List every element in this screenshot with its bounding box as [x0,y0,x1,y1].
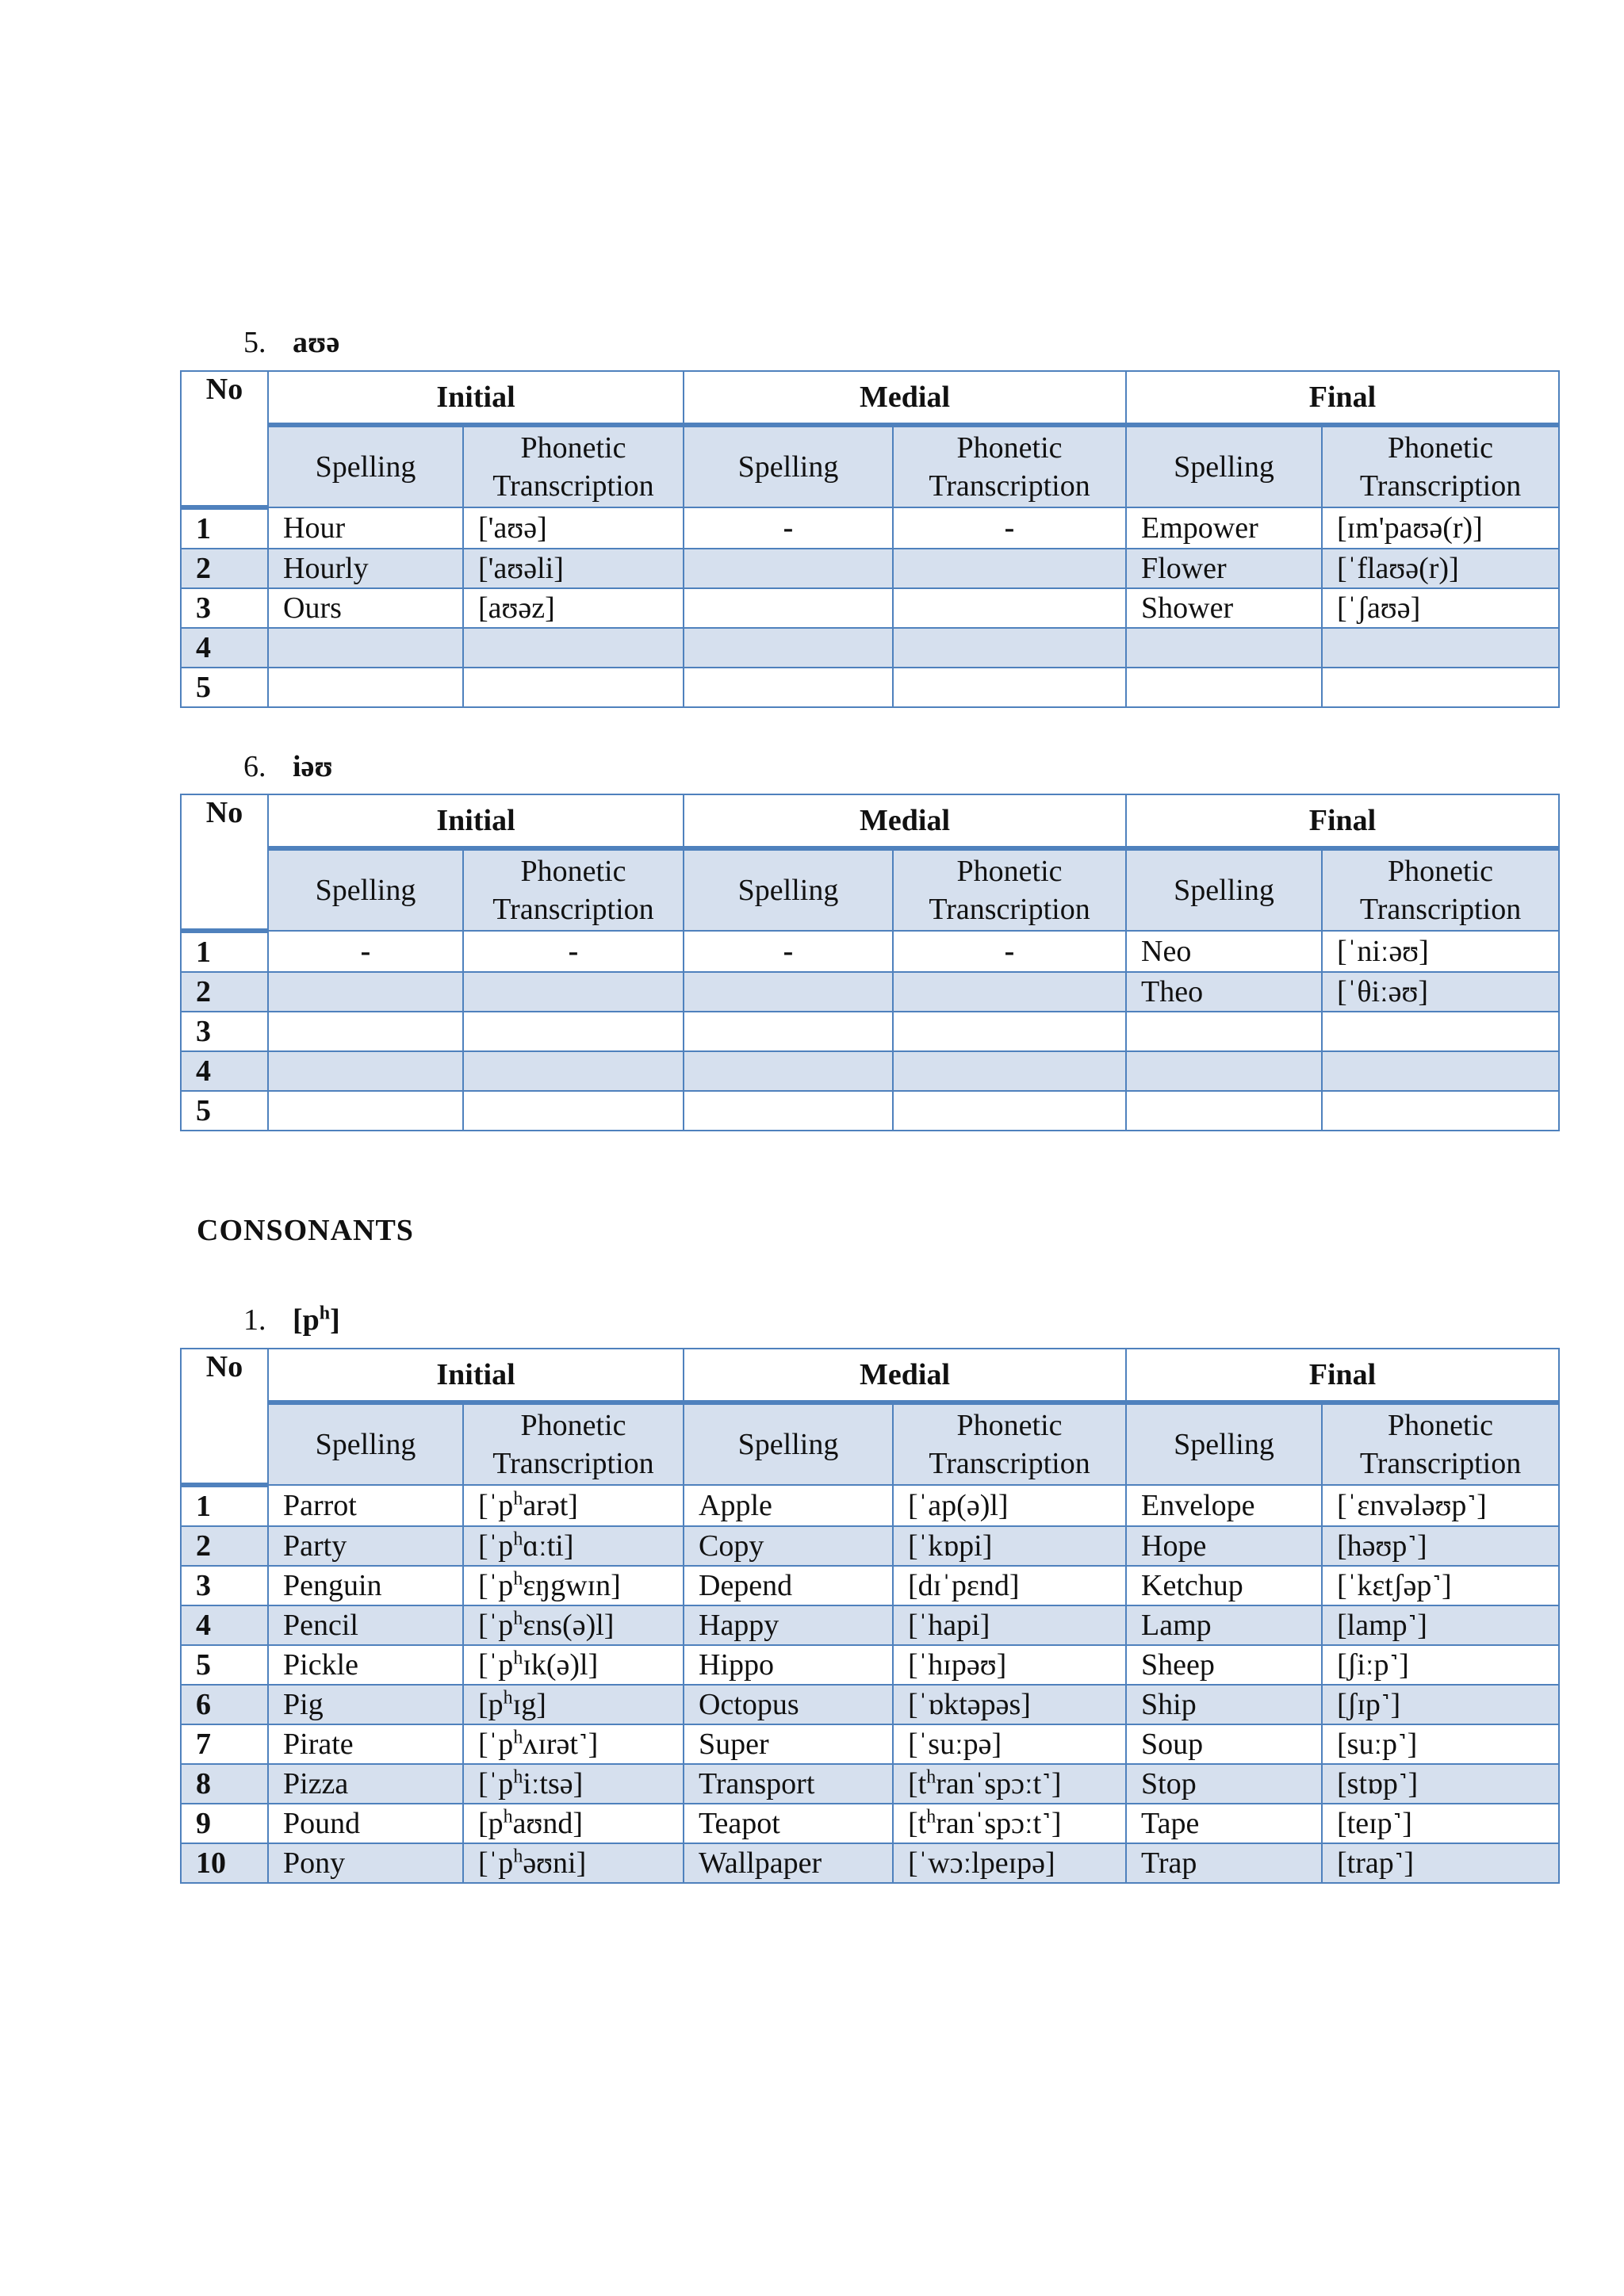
initial-phonetic-cell: $[p^hɪg]$ [463,1685,684,1724]
initial-spelling-cell: Parrot [268,1485,463,1526]
initial-spelling-cell: Ours [268,588,463,628]
final-spelling-cell [1126,668,1322,707]
spelling-header: Spelling [1126,848,1322,931]
initial-spelling-cell: Pencil [268,1605,463,1645]
initial-phonetic-cell [463,668,684,707]
final-phonetic-cell: [suːp˺] [1322,1724,1559,1764]
medial-phonetic-cell: [ˈhɪpəʊ] [893,1645,1126,1685]
medial-spelling-cell: Hippo [684,1645,893,1685]
final-header: Final [1126,1349,1559,1402]
medial-spelling-cell [684,628,893,668]
initial-spelling-cell [268,972,463,1012]
final-spelling-cell: Stop [1126,1764,1322,1804]
initial-phonetic-cell: [ˈp$^h$ɛns(ə)l] [463,1605,684,1645]
row-number: 4 [181,1605,268,1645]
initial-spelling-cell: Pickle [268,1645,463,1685]
medial-phonetic-cell [893,668,1126,707]
table-row [181,1804,1559,1843]
medial-phonetic-cell: [ˈɒktəpəs] [893,1685,1126,1724]
no-header: No [181,794,268,931]
medial-phonetic-cell [893,588,1126,628]
medial-header: Medial [684,794,1126,848]
spelling-header: Spelling [1126,425,1322,507]
medial-phonetic-cell: [ˈwɔːlpeɪpə] [893,1843,1126,1883]
medial-spelling-cell: Teapot [684,1804,893,1843]
medial-phonetic-cell: [ˈkɒpi] [893,1526,1126,1566]
final-spelling-cell [1126,1012,1322,1051]
medial-spelling-cell [684,668,893,707]
consonant-1-heading [243,1303,340,1337]
initial-spelling-cell: Pizza [268,1764,463,1804]
medial-spelling-cell: - [684,931,893,972]
final-header: Final [1126,794,1559,848]
initial-spelling-cell: Party [268,1526,463,1566]
row-number: 2 [181,549,268,588]
final-spelling-cell: Ship [1126,1685,1322,1724]
row-number: 1 [181,1485,268,1526]
row-number: 2 [181,1526,268,1566]
table-row [181,628,1559,668]
phonetic-header: Phonetic Transcription [1322,1402,1559,1485]
consonants-title: CONSONANTS [197,1214,414,1247]
medial-spelling-cell: Apple [684,1485,893,1526]
final-phonetic-cell [1322,1051,1559,1091]
row-number: 3 [181,588,268,628]
initial-spelling-cell [268,628,463,668]
initial-phonetic-cell: [ˈp$^h$ʌɪrət˺] [463,1724,684,1764]
final-phonetic-cell: [ˈθiːəʊ] [1322,972,1559,1012]
phoneme-table-iau [180,794,1560,1131]
initial-phonetic-cell: [ˈp$^h$iːtsə] [463,1764,684,1804]
initial-phonetic-cell [463,1012,684,1051]
spelling-header: Spelling [268,1402,463,1485]
initial-phonetic-cell: [ˈp$^h$ɛŋgwɪn] [463,1566,684,1605]
initial-phonetic-cell: [aʊəz] [463,588,684,628]
final-spelling-cell: Shower [1126,588,1322,628]
row-number: 8 [181,1764,268,1804]
section-symbol: $[p^h]$ [293,1303,340,1337]
medial-phonetic-cell [893,1091,1126,1131]
final-spelling-cell [1126,1051,1322,1091]
medial-spelling-cell [684,588,893,628]
initial-spelling-cell: Hourly [268,549,463,588]
spelling-header: Spelling [268,848,463,931]
table-row [181,1724,1559,1764]
medial-header: Medial [684,1349,1126,1402]
spelling-header: Spelling [268,425,463,507]
phoneme-table-aua [180,370,1560,708]
final-phonetic-cell: [ˈflaʊə(r)] [1322,549,1559,588]
row-number: 4 [181,628,268,668]
medial-phonetic-cell: [ˈsuːpə] [893,1724,1126,1764]
final-phonetic-cell: [ʃɪp˺] [1322,1685,1559,1724]
initial-header: Initial [268,371,684,425]
final-spelling-cell: Flower [1126,549,1322,588]
table-row [181,1485,1559,1526]
initial-spelling-cell [268,1012,463,1051]
table-row [181,1566,1559,1605]
final-phonetic-cell: [teɪp˺] [1322,1804,1559,1843]
spelling-header: Spelling [1126,1402,1322,1485]
final-phonetic-cell: [trap˺] [1322,1843,1559,1883]
initial-spelling-cell: - [268,931,463,972]
final-spelling-cell: Envelope [1126,1485,1322,1526]
final-phonetic-cell: [stɒp˺] [1322,1764,1559,1804]
spelling-header: Spelling [684,1402,893,1485]
medial-phonetic-cell: [ˈhapi] [893,1605,1126,1645]
initial-phonetic-cell [463,1091,684,1131]
table-row [181,1051,1559,1091]
final-phonetic-cell: [ˈʃaʊə] [1322,588,1559,628]
phonetic-header: Phonetic Transcription [1322,425,1559,507]
phonetic-header: Phonetic Transcription [463,848,684,931]
initial-spelling-cell [268,668,463,707]
medial-phonetic-cell: [ˈap(ə)l] [893,1485,1126,1526]
row-number: 3 [181,1566,268,1605]
section-number: 5. [243,326,266,359]
phonetic-header: Phonetic Transcription [893,425,1126,507]
initial-spelling-cell: Pirate [268,1724,463,1764]
medial-spelling-cell: Octopus [684,1685,893,1724]
table-row [181,1605,1559,1645]
row-number: 2 [181,972,268,1012]
row-number: 4 [181,1051,268,1091]
final-spelling-cell [1126,628,1322,668]
final-phonetic-cell: [həʊp˺] [1322,1526,1559,1566]
initial-spelling-cell: Pig [268,1685,463,1724]
medial-phonetic-cell [893,1012,1126,1051]
final-phonetic-cell: [ɪm'paʊə(r)] [1322,507,1559,549]
initial-spelling-cell [268,1091,463,1131]
final-spelling-cell: Tape [1126,1804,1322,1843]
initial-phonetic-cell: [ˈp$^h$ɪk(ə)l] [463,1645,684,1685]
phoneme-table-ph [180,1348,1560,1884]
medial-phonetic-cell [893,972,1126,1012]
final-phonetic-cell [1322,1091,1559,1131]
medial-spelling-cell: Transport [684,1764,893,1804]
medial-spelling-cell: Depend [684,1566,893,1605]
initial-phonetic-cell: $[p^haʊnd]$ [463,1804,684,1843]
row-number: 5 [181,668,268,707]
initial-header: Initial [268,1349,684,1402]
section-6-heading [243,749,333,784]
section-number: 6. [243,750,266,783]
final-spelling-cell: Sheep [1126,1645,1322,1685]
final-spelling-cell: Theo [1126,972,1322,1012]
table-row [181,972,1559,1012]
final-spelling-cell: Empower [1126,507,1322,549]
row-number: 5 [181,1091,268,1131]
final-phonetic-cell [1322,1012,1559,1051]
row-number: 9 [181,1804,268,1843]
final-spelling-cell: Neo [1126,931,1322,972]
medial-spelling-cell [684,972,893,1012]
initial-phonetic-cell [463,628,684,668]
final-phonetic-cell: [ʃiːp˺] [1322,1645,1559,1685]
final-spelling-cell: Ketchup [1126,1566,1322,1605]
row-number: 7 [181,1724,268,1764]
medial-spelling-cell [684,1051,893,1091]
medial-spelling-cell: - [684,507,893,549]
initial-phonetic-cell: [ˈp$^h$arət] [463,1485,684,1526]
final-spelling-cell: Soup [1126,1724,1322,1764]
initial-header: Initial [268,794,684,848]
initial-phonetic-cell: - [463,931,684,972]
final-phonetic-cell: [lamp˺] [1322,1605,1559,1645]
medial-phonetic-cell: $[t^hranˈspɔːt˺]$ [893,1764,1126,1804]
final-spelling-cell: Lamp [1126,1605,1322,1645]
table-row [181,507,1559,549]
final-phonetic-cell [1322,668,1559,707]
initial-spelling-cell [268,1051,463,1091]
initial-phonetic-cell [463,972,684,1012]
medial-phonetic-cell [893,628,1126,668]
no-header: No [181,371,268,507]
final-phonetic-cell: [ˈkɛtʃəp˺] [1322,1566,1559,1605]
initial-spelling-cell: Pony [268,1843,463,1883]
initial-phonetic-cell: ['aʊə] [463,507,684,549]
final-spelling-cell: Hope [1126,1526,1322,1566]
phonetic-header: Phonetic Transcription [1322,848,1559,931]
table-row [181,549,1559,588]
medial-phonetic-cell: - [893,931,1126,972]
medial-phonetic-cell: - [893,507,1126,549]
initial-spelling-cell: Hour [268,507,463,549]
phonetic-header: Phonetic Transcription [463,1402,684,1485]
table-row [181,1685,1559,1724]
row-number: 10 [181,1843,268,1883]
final-phonetic-cell [1322,628,1559,668]
table-row [181,1645,1559,1685]
medial-phonetic-cell: [dɪˈpɛnd] [893,1566,1126,1605]
row-number: 1 [181,507,268,549]
section-number: 1. [243,1303,266,1337]
medial-phonetic-cell: $[t^hranˈspɔːt˺]$ [893,1804,1126,1843]
initial-phonetic-cell [463,1051,684,1091]
initial-spelling-cell: Penguin [268,1566,463,1605]
table-row [181,1012,1559,1051]
section-5-heading [243,325,339,360]
table-row [181,931,1559,972]
medial-spelling-cell: Happy [684,1605,893,1645]
final-phonetic-cell: [ˈɛnvələʊp˺] [1322,1485,1559,1526]
row-number: 5 [181,1645,268,1685]
no-header: No [181,1349,268,1485]
phonetic-header: Phonetic Transcription [463,425,684,507]
medial-spelling-cell [684,1012,893,1051]
section-symbol: iəʊ [293,750,333,783]
medial-phonetic-cell [893,1051,1126,1091]
final-header: Final [1126,371,1559,425]
medial-header: Medial [684,371,1126,425]
table-row [181,1764,1559,1804]
initial-phonetic-cell: [ˈp$^h$əʊni] [463,1843,684,1883]
phonetic-header: Phonetic Transcription [893,848,1126,931]
table-row [181,1843,1559,1883]
row-number: 3 [181,1012,268,1051]
medial-spelling-cell [684,549,893,588]
final-phonetic-cell: [ˈniːəʊ] [1322,931,1559,972]
row-number: 1 [181,931,268,972]
initial-phonetic-cell: [ˈp$^h$ɑːti] [463,1526,684,1566]
table-row [181,1526,1559,1566]
final-spelling-cell [1126,1091,1322,1131]
phonetic-header: Phonetic Transcription [893,1402,1126,1485]
medial-spelling-cell: Super [684,1724,893,1764]
table-row [181,1091,1559,1131]
table-row [181,588,1559,628]
spelling-header: Spelling [684,848,893,931]
spelling-header: Spelling [684,425,893,507]
medial-spelling-cell: Copy [684,1526,893,1566]
initial-phonetic-cell: ['aʊəli] [463,549,684,588]
medial-spelling-cell: Wallpaper [684,1843,893,1883]
initial-spelling-cell: Pound [268,1804,463,1843]
medial-phonetic-cell [893,549,1126,588]
medial-spelling-cell [684,1091,893,1131]
row-number: 6 [181,1685,268,1724]
section-symbol: aʊə [293,326,340,359]
table-row [181,668,1559,707]
final-spelling-cell: Trap [1126,1843,1322,1883]
